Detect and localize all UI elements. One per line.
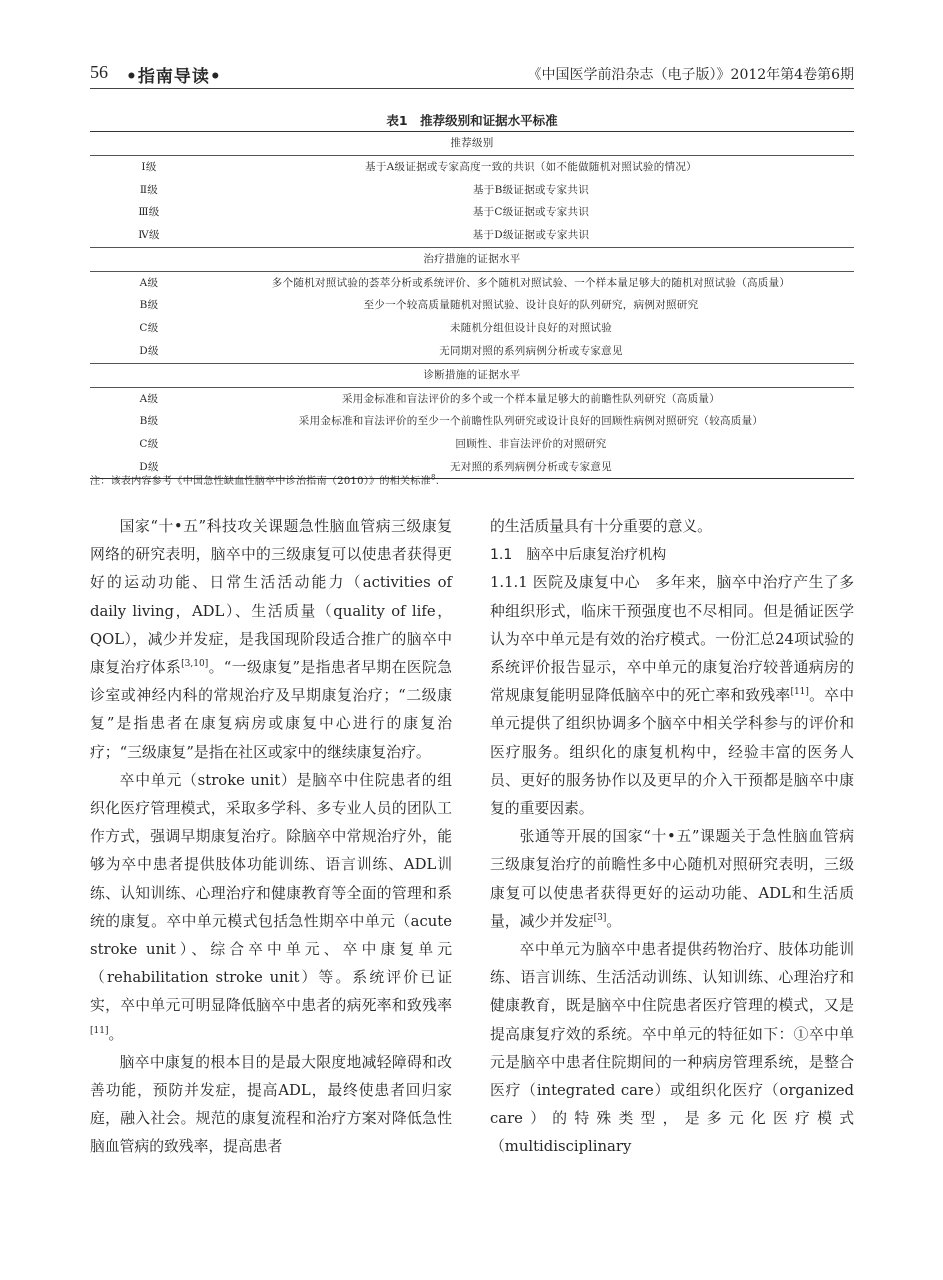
desc-cell: 未随机分组但设计良好的对照试验 [450,322,612,335]
table-row [90,179,854,202]
desc-cell: 采用金标准和盲法评价的至少一个前瞻性队列研究或设计良好的回顾性病例对照研究（较高质量） [298,415,764,428]
paragraph-text: 国家“十•五”科技攻关课题急性脑血管病三级康复网络的研究表明，脑卒中的三级康复可以使患者获得更好的运动功能、日常生活活动能力（activities of daily living，ADL）、生活质量（quality of life，QOL），减少并发症，是我国现阶段适合推广的脑卒中康复治疗体系 [90,518,452,677]
table-note-text: 注：该表内容参考《中国急性缺血性脑卒中诊治指南（2010）》的相关标准 [90,476,431,487]
desc-cell: 基于B级证据或专家共识 [472,183,589,196]
table-row [90,272,854,295]
citation-ref: 8 [430,473,436,482]
desc-cell: 多个随机对照试验的荟萃分析或系统评价、多个随机对照试验、一个样本量足够大的随机对照试验（高质量） [271,276,791,289]
page-number: 56 [90,62,108,82]
section-heading: 1.1 脑卒中后康复治疗机构 [490,547,667,564]
table-section-heading: 诊断措施的证据水平 [90,363,854,388]
desc-cell: 至少一个较高质量随机对照试验、设计良好的队列研究，病例对照研究 [363,299,699,312]
grade-cell: Ⅰ级 [141,161,157,173]
table-section-heading: 推荐级别 [90,132,854,156]
page-header [90,62,854,89]
paragraph-text: 张通等开展的国家“十•五”课题关于急性脑血管病三级康复治疗的前瞻性多中心随机对照研究表明，三级康复可以使患者获得更好的运动功能、ADL和生活质量，减少并发症 [490,828,854,930]
paragraph-text: 。卒中单元提供了组织协调多个脑卒中相关学科参与的评价和医疗服务。组织化的康复机构中，经验丰富的医务人员、更好的服务协作以及更早的介入干预都是脑卒中康复的重要因素。 [490,687,854,818]
desc-cell: 基于A级证据或专家高度一致的共识（如不能做随机对照试验的情况） [365,161,697,173]
citation-ref: [3,10] [181,659,209,670]
paragraph-text: 。 [108,1025,124,1043]
table-row [90,156,854,179]
table-title: 表1 推荐级别和证据水平标准 [386,113,558,128]
paragraph [490,569,854,823]
table-row [90,224,854,247]
paragraph-text: 卒中单元（stroke unit）是脑卒中住院患者的组织化医疗管理模式，采取多学科、多专业人员的团队工作方式，强调早期康复治疗。除脑卒中常规治疗外，能够为卒中患者提供肢体功能训练、语言训练、ADL训练、认知训练、心理治疗和健康教育等全面的管理和系统的康复。卒中单元模式包括急性期卒中单元（acute stroke unit）、综合卒中单元、卒中康复单元（rehabilitation stroke unit）等。系统评价已证实，卒中单元可明显降低脑卒中患者的病死率和致残率 [90,771,452,1015]
table-row [90,294,854,317]
citation-ref: [11] [90,1025,109,1036]
grade-cell: C级 [139,437,159,450]
paragraph [90,767,452,1049]
desc-cell: 基于D级证据或专家共识 [472,229,590,242]
desc-cell: 基于C级证据或专家共识 [472,206,590,219]
citation-ref: [11] [790,687,809,698]
desc-cell: 无对照的系列病例分析或专家意见 [450,460,612,473]
grade-cell: Ⅱ级 [139,183,159,196]
section-label: •指南导读• [126,67,222,87]
grade-cell: Ⅳ级 [138,229,160,242]
grade-cell: B级 [139,415,159,428]
grade-cell: D级 [139,460,159,473]
grade-cell: C级 [139,322,159,335]
table-row [90,433,854,456]
paragraph [490,823,854,936]
desc-cell: 回顾性、非盲法评价的对照研究 [455,437,607,450]
grade-cell: Ⅲ级 [138,206,160,219]
paragraph-text: 1.1.1 医院及康复中心 多年来，脑卒中治疗产生了多种组织形式，临床干预强度也不尽相同。但是循证医学认为卒中单元是有效的治疗模式。一份汇总24项试验的系统评价报告显示，卒中单元的康复治疗较普通病房的常规康复能明显降低脑卒中的死亡率和致残率 [490,574,854,705]
paragraph-text: 。“一级康复”是指患者早期在医院急诊室或神经内科的常规治疗及早期康复治疗；“二级康复”是指患者在康复病房或康复中心进行的康复治疗；“三级康复”是指在社区或家中的继续康复治疗。 [90,659,452,761]
body-column-right [490,513,854,1162]
desc-cell: 无同期对照的系列病例分析或专家意见 [439,344,623,357]
table-note [90,472,439,487]
journal-title: 《中国医学前沿杂志（电子版）》2012年第4卷第6期 [527,67,854,83]
paragraph [90,513,452,767]
evidence-table [90,131,854,479]
citation-ref: [3] [593,912,607,923]
table-row [90,388,854,411]
paragraph-text: 的生活质量具有十分重要的意义。 [490,518,712,535]
grade-cell: D级 [139,344,159,357]
grade-cell: A级 [139,392,159,405]
desc-cell: 采用金标准和盲法评价的多个或一个样本量足够大的前瞻性队列研究（高质量） [342,392,720,405]
table-section-heading: 治疗措施的证据水平 [90,247,854,272]
paragraph [490,513,854,541]
paragraph [90,1049,452,1162]
grade-cell: B级 [139,299,159,312]
table-row [90,317,854,340]
paragraph-text: 脑卒中康复的根本目的是最大限度地减轻障碍和改善功能，预防并发症，提高ADL，最终使患者回归家庭，融入社会。规范的康复流程和治疗方案对降低急性脑血管病的致残率，提高患者 [90,1053,452,1156]
grade-cell: A级 [139,276,159,289]
body-column-left [90,513,452,1162]
table-row [90,410,854,433]
paragraph-text: 卒中单元为脑卒中患者提供药物治疗、肢体功能训练、语言训练、生活活动训练、认知训练、心理治疗和健康教育，既是脑卒中住院患者医疗管理的模式，又是提高康复疗效的系统。卒中单元的特征如下：①卒中单元是脑卒中患者住院期间的一种病房管理系统，是整合医疗（integrated care）或组织化医疗（organized care）的特殊类型，是多元化医疗模式（multidisciplinary [490,941,854,1156]
paragraph-text: 。 [606,912,622,930]
paragraph [490,936,854,1162]
table-row [90,340,854,363]
table-row [90,201,854,224]
table-note-end: . [435,476,440,487]
